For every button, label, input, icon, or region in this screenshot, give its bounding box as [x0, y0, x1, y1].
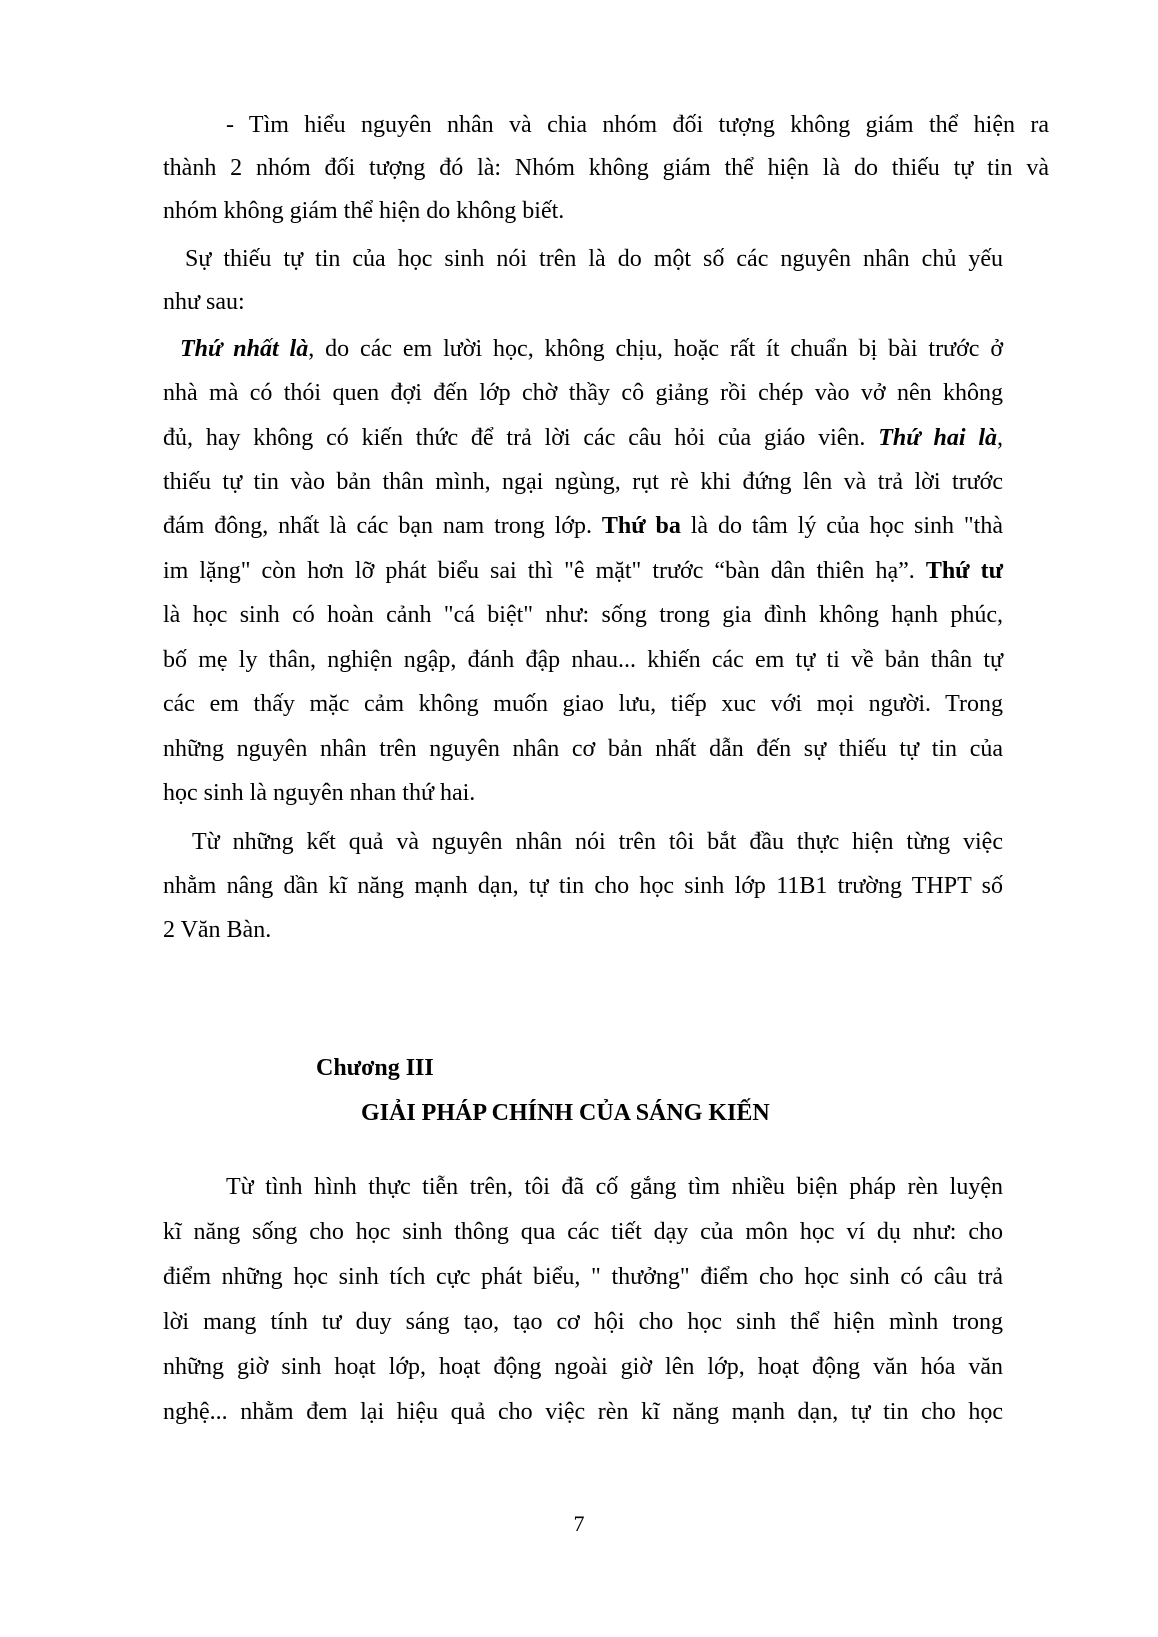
paragraph-line: lời mang tính tư duy sáng tạo, tạo cơ hội cho học sinh thể hiện mình trong [163, 1309, 1003, 1335]
paragraph-line: Từ tình hình thực tiễn trên, tôi đã cố gắng tìm nhiều biện pháp rèn luyện [226, 1174, 1003, 1200]
emphasis-second: Thứ hai là [878, 425, 997, 451]
paragraph-line: điểm những học sinh tích cực phát biểu, " thưởng" điểm cho học sinh có câu trả [163, 1264, 1003, 1290]
paragraph-line: thiếu tự tin vào bản thân mình, ngại ngùng, rụt rè khi đứng lên và trả lời trước [163, 469, 1003, 495]
paragraph-line: nhóm không giám thể hiện do không biết. [163, 198, 565, 224]
paragraph-line: 2 Văn Bàn. [163, 917, 272, 943]
emphasis-third: Thứ ba [601, 513, 681, 539]
paragraph-line: - Tìm hiểu nguyên nhân và chia nhóm đối tượng không giám thể hiện ra [226, 112, 1049, 138]
page-number: 7 [573, 1511, 585, 1536]
paragraph-line: đủ, hay không có kiến thức để trả lời các câu hỏi của giáo viên. Thứ hai là, [163, 425, 1003, 451]
paragraph-line: nhà mà có thói quen đợi đến lớp chờ thầy cô giảng rồi chép vào vở nên không [163, 380, 1003, 406]
paragraph-line: các em thấy mặc cảm không muốn giao lưu, tiếp xuc với mọi người. Trong [163, 691, 1003, 717]
paragraph-line: như sau: [163, 289, 245, 315]
paragraph-line: nghệ... nhằm đem lại hiệu quả cho việc rèn kĩ năng mạnh dạn, tự tin cho học [163, 1399, 1003, 1425]
paragraph-line: những giờ sinh hoạt lớp, hoạt động ngoài giờ lên lớp, hoạt động văn hóa văn [163, 1354, 1003, 1380]
chapter-number: Chương III [316, 1055, 434, 1081]
paragraph-line: thành 2 nhóm đối tượng đó là: Nhóm không giám thể hiện là do thiếu tự tin và [163, 155, 1049, 181]
paragraph-line: im lặng" còn hơn lỡ phát biểu sai thì "ê mặt" trước “bàn dân thiên hạ”. Thứ tư [163, 558, 1003, 584]
paragraph-line: bố mẹ ly thân, nghiện ngập, đánh đập nhau... khiến các em tự ti về bản thân tự [163, 647, 1003, 673]
paragraph-line: Từ những kết quả và nguyên nhân nói trên tôi bắt đầu thực hiện từng việc [192, 829, 1003, 855]
paragraph-line: Sự thiếu tự tin của học sinh nói trên là do một số các nguyên nhân chủ yếu [185, 246, 1003, 272]
paragraph-line: là học sinh có hoàn cảnh "cá biệt" như: sống trong gia đình không hạnh phúc, [163, 602, 1003, 628]
emphasis-fourth: Thứ tư [925, 558, 1003, 584]
paragraph-line: kĩ năng sống cho học sinh thông qua các tiết dạy của môn học ví dụ như: cho [163, 1219, 1003, 1245]
paragraph-line: đám đông, nhất là các bạn nam trong lớp. Thứ ba là do tâm lý của học sinh "thà [163, 513, 1004, 539]
paragraph-line: nhằm nâng dần kĩ năng mạnh dạn, tự tin cho học sinh lớp 11B1 trường THPT số [163, 873, 1003, 899]
emphasis-first: Thứ nhất là [180, 336, 309, 362]
paragraph-line: Thứ nhất là, do các em lười học, không chịu, hoặc rất ít chuẩn bị bài trước ở [180, 336, 1004, 362]
chapter-title: GIẢI PHÁP CHÍNH CỦA SÁNG KIẾN [361, 1100, 770, 1126]
paragraph-line: học sinh là nguyên nhan thứ hai. [163, 780, 476, 806]
paragraph-line: những nguyên nhân trên nguyên nhân cơ bản nhất dẫn đến sự thiếu tự tin của [163, 736, 1003, 762]
